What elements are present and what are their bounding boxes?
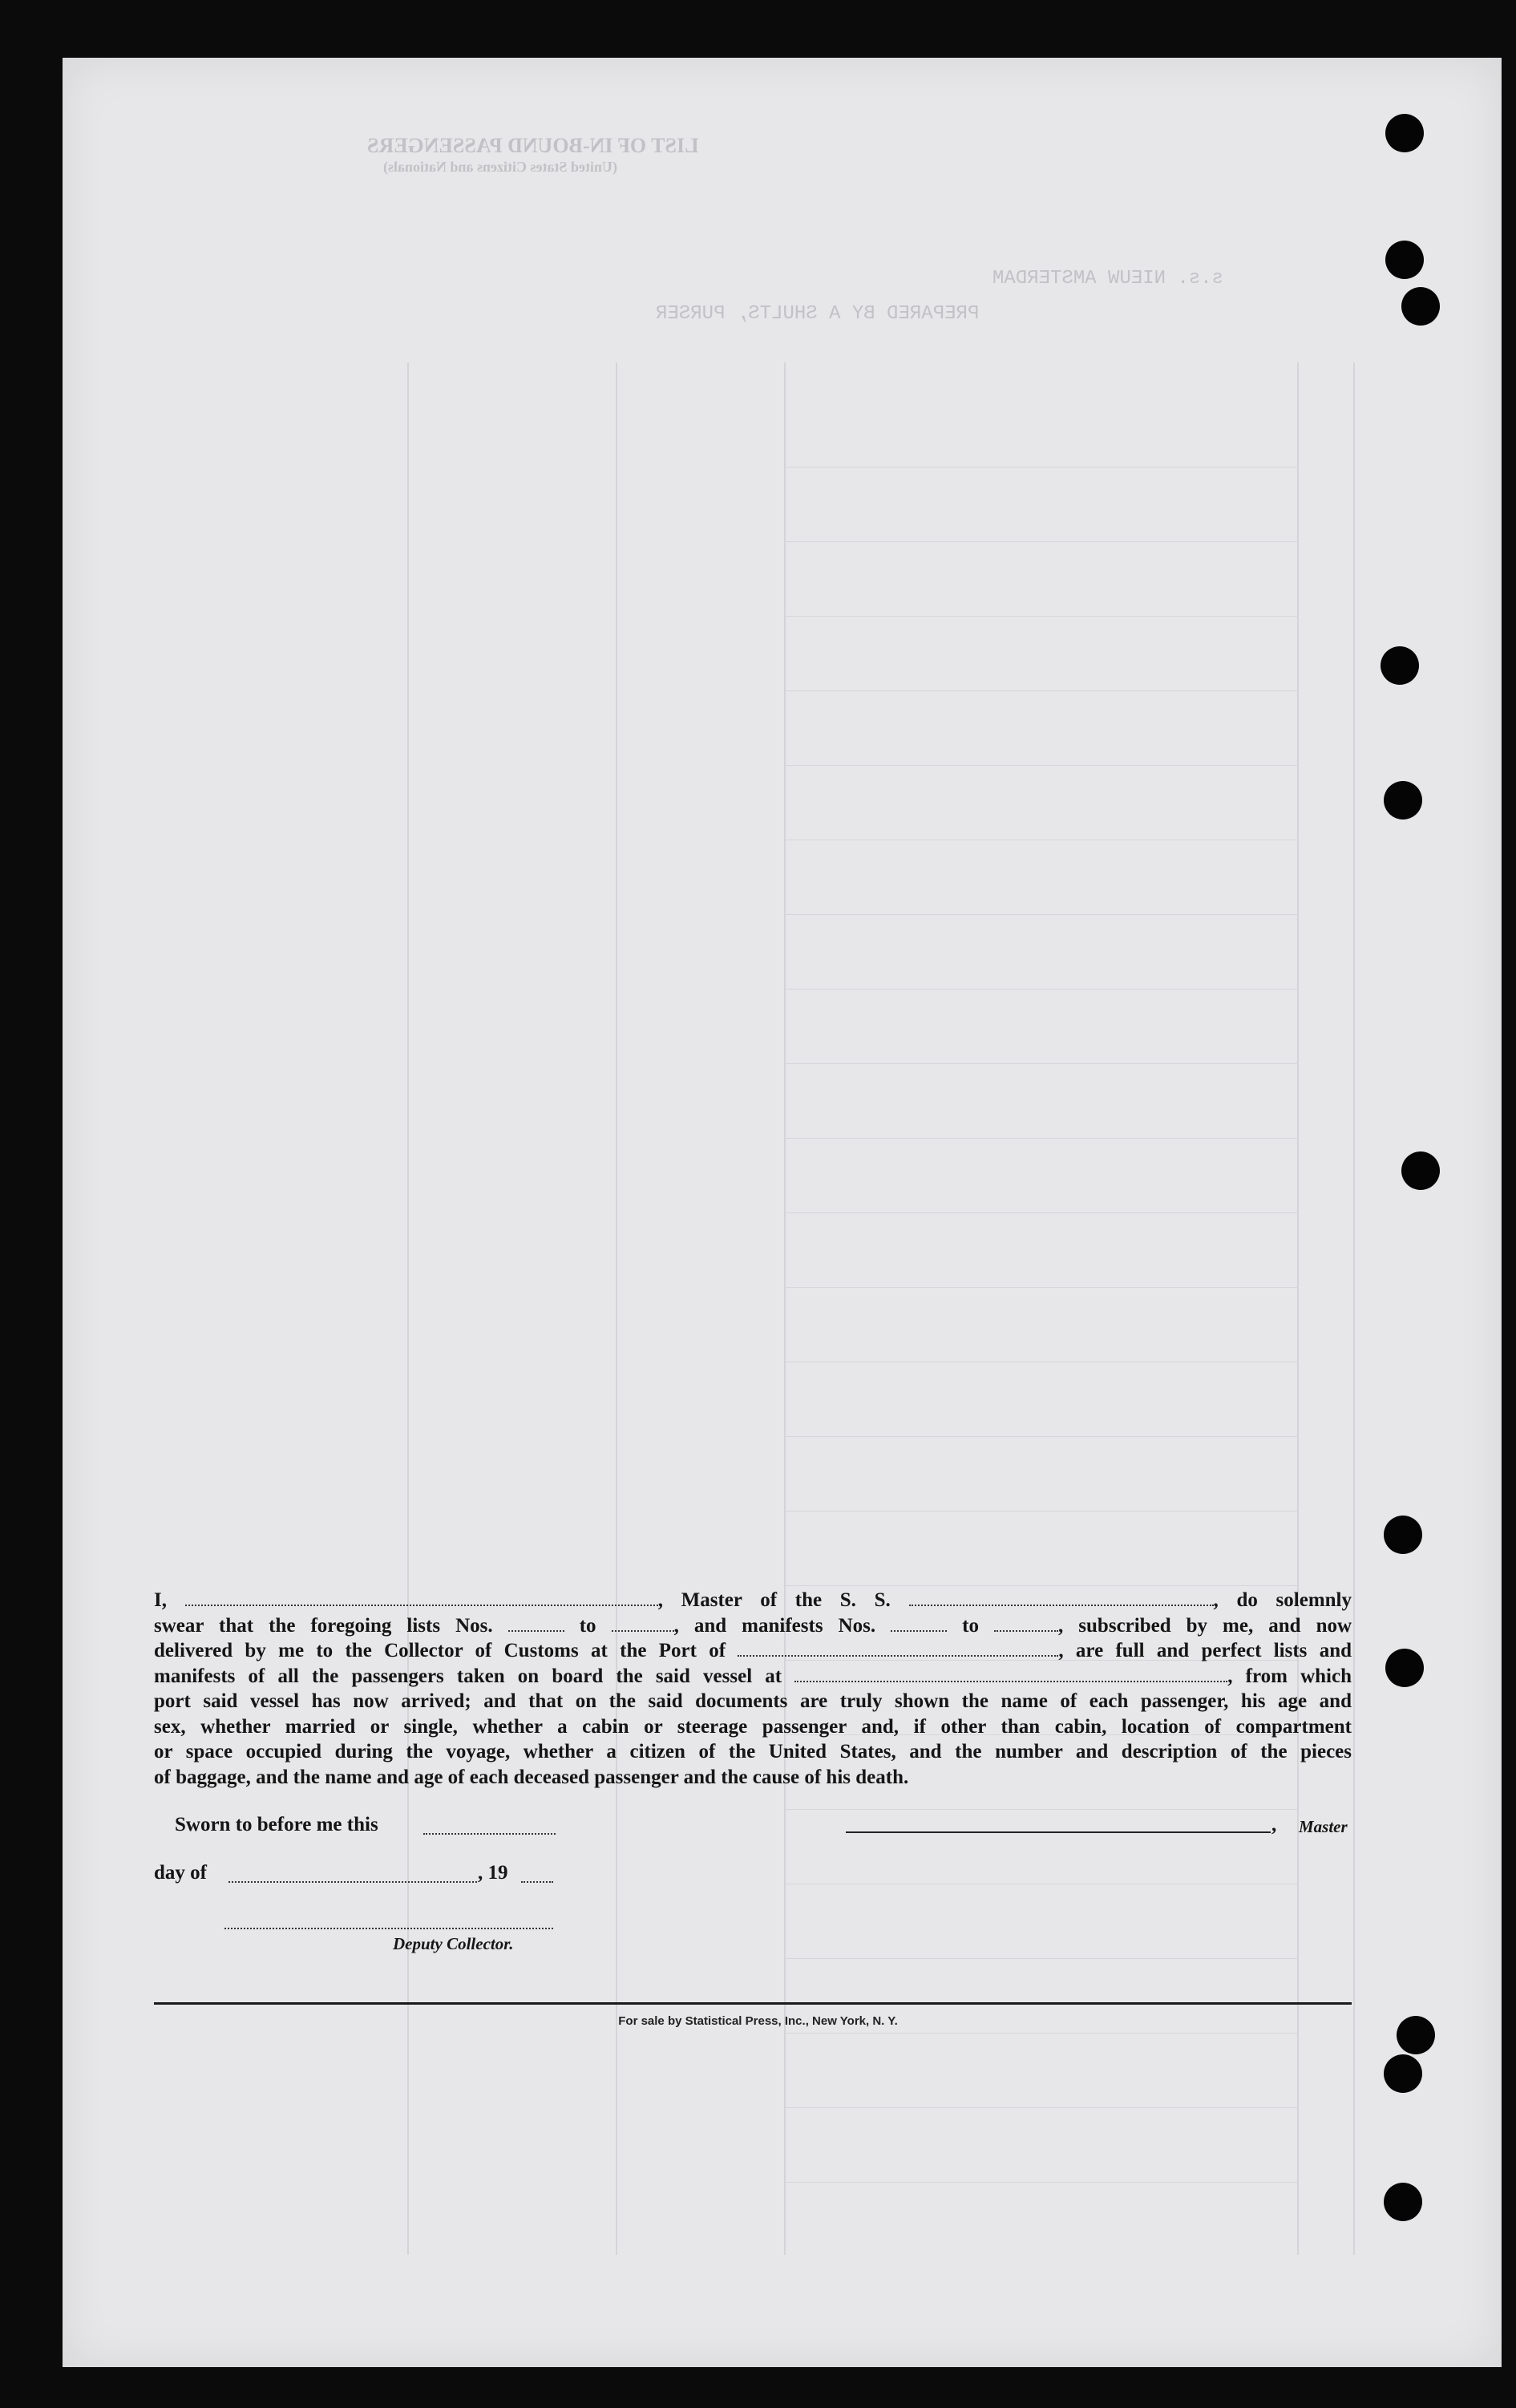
oath-line7: or space occupied during the voyage, whether a citizen of the United States, and the number and description of the pieces bbox=[154, 1741, 1352, 1762]
bleed-prepared-line: PREPARED BY A SHULTS, PURSER bbox=[656, 303, 980, 325]
oath-line4-b: , from which bbox=[1227, 1665, 1352, 1687]
punch-hole bbox=[1384, 2183, 1422, 2221]
oath-line2-c: , and manifests Nos. bbox=[673, 1614, 876, 1637]
bleed-row-rule bbox=[786, 690, 1299, 691]
oath-line6: sex, whether married or single, whether a cabin or steerage passenger and, if other than cabin, location of compartment bbox=[154, 1715, 1352, 1738]
oath-line2-a: swear that the foregoing lists Nos. bbox=[154, 1614, 493, 1637]
bleed-column-rule bbox=[616, 362, 617, 2255]
bleed-column-rule bbox=[407, 362, 409, 2255]
bleed-row-rule bbox=[786, 2182, 1299, 2183]
master-label: Master bbox=[1299, 1817, 1348, 1836]
oath-line2-b: to bbox=[579, 1614, 596, 1637]
punch-hole bbox=[1381, 646, 1419, 685]
oath-line1-mid: , Master of the S. S. bbox=[657, 1589, 891, 1611]
deputy-collector-signature-blank[interactable] bbox=[224, 1913, 553, 1929]
deputy-collector-label: Deputy Collector. bbox=[393, 1934, 514, 1953]
bleed-row-rule bbox=[786, 541, 1299, 542]
punch-hole bbox=[1401, 1151, 1440, 1190]
bleed-header-title: LIST OF IN-BOUND PASSENGERS bbox=[367, 134, 699, 157]
bleed-row-rule bbox=[786, 1138, 1299, 1139]
oath-line4-a: manifests of all the passengers taken on board the said vessel at bbox=[154, 1665, 782, 1687]
day-of-blank[interactable] bbox=[228, 1867, 477, 1883]
punch-hole bbox=[1401, 287, 1440, 326]
oath-paragraph bbox=[154, 1588, 1352, 1790]
bleed-row-rule bbox=[786, 1287, 1299, 1288]
bleed-row-rule bbox=[786, 2107, 1299, 2108]
list-no-to-blank[interactable] bbox=[612, 1616, 674, 1632]
master-name-blank[interactable] bbox=[185, 1590, 658, 1606]
punch-hole bbox=[1384, 1516, 1422, 1554]
bleed-ship-line: s.s. NIEUW AMSTERDAM bbox=[992, 268, 1224, 289]
bleed-row-rule bbox=[786, 616, 1299, 617]
bleed-row-rule bbox=[786, 1212, 1299, 1213]
bleed-row-rule bbox=[786, 1585, 1299, 1586]
bleed-row-rule bbox=[786, 1063, 1299, 1064]
punch-hole bbox=[1385, 114, 1424, 152]
master-comma: , bbox=[1271, 1814, 1277, 1835]
day-of-label: day of bbox=[154, 1862, 207, 1884]
publisher-note: For sale by Statistical Press, Inc., New York, N. Y. bbox=[618, 2014, 898, 2028]
port-blank[interactable] bbox=[738, 1641, 1058, 1657]
bleed-row-rule bbox=[786, 765, 1299, 766]
oath-line5: port said vessel has now arrived; and that on the said documents are truly shown the name of each passenger, his age and bbox=[154, 1690, 1352, 1712]
bleed-row-rule bbox=[786, 989, 1299, 990]
year-blank[interactable] bbox=[521, 1867, 553, 1883]
bleed-row-rule bbox=[786, 1958, 1299, 1959]
punch-hole bbox=[1384, 781, 1422, 820]
bleed-column-rule bbox=[1353, 362, 1355, 2255]
sworn-label: Sworn to before me this bbox=[175, 1814, 378, 1835]
departure-port-blank[interactable] bbox=[794, 1666, 1227, 1682]
bleed-column-rule bbox=[784, 362, 786, 2255]
bleed-row-rule bbox=[786, 1511, 1299, 1512]
bleed-row-rule bbox=[786, 1436, 1299, 1437]
list-no-from-blank[interactable] bbox=[508, 1616, 564, 1632]
bleed-row-rule bbox=[786, 1809, 1299, 1810]
oath-line3-b: , are full and perfect lists and bbox=[1058, 1640, 1352, 1661]
year-prefix: , 19 bbox=[478, 1862, 508, 1884]
manifest-no-to-blank[interactable] bbox=[994, 1616, 1058, 1632]
punch-hole bbox=[1385, 1649, 1424, 1687]
bleed-column-rule bbox=[1297, 362, 1299, 2255]
oath-line8: of baggage, and the name and age of each deceased passenger and the cause of his death. bbox=[154, 1766, 909, 1788]
bleed-row-rule bbox=[786, 2033, 1299, 2034]
ship-name-blank[interactable] bbox=[909, 1590, 1214, 1606]
manifest-no-from-blank[interactable] bbox=[891, 1616, 947, 1632]
master-signature-line[interactable] bbox=[846, 1831, 1271, 1833]
sworn-date-blank[interactable] bbox=[423, 1819, 556, 1835]
bleed-header-subtitle: (United States Citizens and Nationals) bbox=[383, 159, 618, 175]
footer-rule bbox=[154, 2002, 1352, 2005]
punch-hole bbox=[1384, 2054, 1422, 2093]
oath-line2-e: , subscribed by me, and now bbox=[1058, 1614, 1352, 1637]
bleed-row-rule bbox=[786, 914, 1299, 915]
oath-line1-end: , do solemnly bbox=[1213, 1589, 1352, 1611]
oath-line1-prefix: I, bbox=[154, 1589, 167, 1611]
oath-line2-d: to bbox=[962, 1614, 979, 1637]
oath-line3-a: delivered by me to the Collector of Customs at the Port of bbox=[154, 1640, 726, 1661]
punch-hole bbox=[1385, 241, 1424, 279]
